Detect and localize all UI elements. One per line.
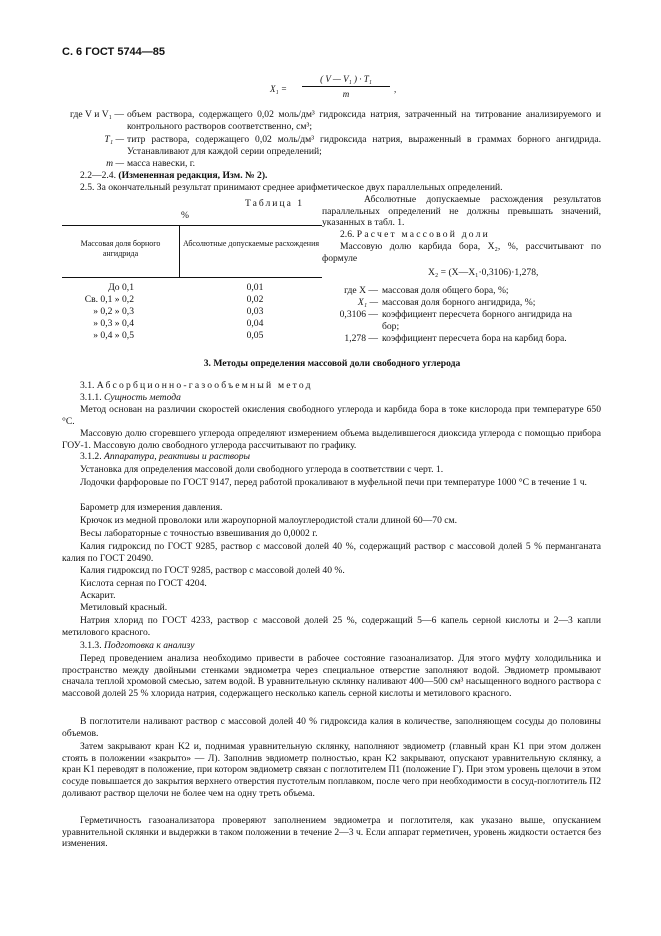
formula-x1 bbox=[270, 72, 470, 106]
para-title: Сущность метода bbox=[104, 392, 181, 403]
para-title: Расчет массовой доли bbox=[356, 229, 490, 240]
table-cell-value: 0,04 bbox=[246, 318, 264, 329]
table-cell-range: » 0,4 » 0,5 bbox=[93, 330, 134, 341]
abs-discrepancy-para: Абсолютные допускаемые расхождения результатов параллельных определений не должны превышать значений, указанных в табл. 1. bbox=[322, 194, 601, 229]
formula-lhs: X₁ = bbox=[270, 84, 287, 94]
def-term: X₁ — bbox=[357, 297, 378, 308]
para-num: 3.1.1. bbox=[80, 392, 102, 403]
para-num: 2.6. bbox=[340, 229, 355, 240]
paragraph: Затем закрывают кран K2 и, поднимая уравнительную склянку, наполняют эвдиометр (главный кран K1 при этом должен стоять в положении «закрыто» — Л). Заполнив эвдиометр полностью, кран K2 закрывают, опускают уравнительную склянку, а кран K1 переводят в положение, при котором эвдиометр связан с поглотителем П1 (положение Г). При этом уровень щелочи в этом сосуде повышается до закрытия верхнего отверстия пустотелым поплавком, после чего при необходимости в сосуд-поглотитель П2 доливают раствор щелочи не более чем на одну треть объема. bbox=[62, 741, 601, 799]
def-text: титр раствора, содержащего 0,02 моль/дм³ гидроксида натрия, выраженный в граммах борного ангидрида. Устанавливают для каждой серии определений; bbox=[127, 134, 601, 157]
table-rule-vertical bbox=[179, 225, 180, 277]
para-2-2 bbox=[80, 170, 600, 182]
list-item: Крючок из медной проволоки или жароупорной малоуглеродистой стали длиной 60—70 см. bbox=[80, 515, 457, 526]
para-num: 3.1.2. bbox=[80, 451, 102, 462]
section-3-1-2-heading bbox=[80, 451, 600, 463]
para-title: Абсорбционно-газообъемный метод bbox=[96, 380, 313, 391]
list-item: Весы лабораторные с точностью взвешивания до 0,0002 г. bbox=[80, 528, 318, 539]
def-text: объем раствора, содержащего 0,02 моль/дм³ гидроксида натрия, затраченный на титрование анализируемого и контрольного растворов соответственно, см³; bbox=[127, 109, 601, 132]
def-text: масса навески, г. bbox=[127, 158, 196, 169]
list-item: Лодочки фарфоровые по ГОСТ 9147, перед работой прокаливают в муфельной печи при температуре 1000 °С в течение 1 ч. bbox=[80, 477, 587, 488]
paragraph: Метод основан на различии скоростей окисления свободного углерода и карбида бора в токе кислорода при температуре 650 °С. bbox=[62, 404, 601, 427]
def-term: 1,278 — bbox=[344, 333, 378, 344]
def-term: m — bbox=[106, 158, 124, 169]
para-title: Подготовка к анализу bbox=[104, 640, 195, 651]
formula-comma: , bbox=[394, 84, 397, 94]
para-2-6-heading bbox=[340, 229, 602, 241]
table-cell-range: » 0,3 » 0,4 bbox=[93, 318, 134, 329]
list-item: Калия гидроксид по ГОСТ 9285, раствор с массовой долей 40 %. bbox=[80, 565, 345, 576]
paragraph: Перед проведением анализа необходимо привести в рабочее состояние газоанализатор. Для этого муфту холодильника и пространство между двойными стенками эвдиометра через специальное отверстие заполняют водой. Эвдиометр промывают сначала теплой хромовой смесью, затем водой. В уравнительную склянку наливают 400—500 см³ насыщенного водного раствора с массовой долей 25 % хлорида натрия, содержащего несколько капель серной кислоты и метилового красного. bbox=[62, 653, 601, 700]
def-text: массовая доля общего бора, %; bbox=[382, 285, 509, 296]
formula-denominator: m bbox=[342, 89, 350, 99]
table-cell-value: 0,02 bbox=[246, 294, 264, 305]
para-2-6-text: Массовую долю карбида бора, X₂, %, рассчитывают по формуле bbox=[322, 241, 601, 264]
formula-numerator: ( V — V₁ ) · T₁ bbox=[320, 74, 372, 84]
list-item: Кислота серная по ГОСТ 4204. bbox=[80, 578, 207, 589]
table-cell-range: » 0,2 » 0,3 bbox=[93, 306, 134, 317]
table-header-col2: Абсолютные допускаемые расхождения bbox=[182, 239, 320, 248]
para-num: 3.1.3. bbox=[80, 640, 102, 651]
list-item: Натрия хлорид по ГОСТ 4233, раствор с массовой долей 25 %, содержащий 5—6 капель серной кислоты и 2—3 капли метилового красного. bbox=[62, 615, 601, 638]
table-unit: % bbox=[181, 210, 189, 221]
section-3-1-heading bbox=[80, 380, 600, 392]
table-header-col1: Массовая доля борного ангидрида bbox=[80, 239, 161, 258]
fraction-bar bbox=[302, 86, 390, 87]
table-cell-range: Св. 0,1 » 0,2 bbox=[84, 294, 134, 305]
para-num: 2.2—2.4. bbox=[80, 170, 116, 181]
paragraph: В поглотители наливают раствор с массовой долей 40 % гидроксида калия в количестве, заполняющем сосуды до половины объемов. bbox=[62, 716, 601, 739]
def-text: коэффициент пересчета бора на карбид бора. bbox=[382, 333, 567, 344]
table-rule-top bbox=[62, 225, 322, 226]
formula-x2: X₂ = (X—X₁·0,3106)·1,278, bbox=[428, 267, 539, 278]
para-num: 3.1. bbox=[80, 380, 95, 391]
def-text: коэффициент пересчета борного ангидрида на бор; bbox=[382, 309, 572, 332]
table-cell-range: До 0,1 bbox=[108, 282, 134, 293]
list-item: Барометр для измерения давления. bbox=[80, 502, 223, 513]
page-header: С. 6 ГОСТ 5744—85 bbox=[62, 46, 166, 58]
table-title: Таблица 1 bbox=[245, 198, 305, 209]
section-3-1-3-heading bbox=[80, 640, 600, 652]
def-term: 0,3106 — bbox=[339, 309, 378, 320]
def-term: где X — bbox=[344, 285, 378, 296]
paragraph: Герметичность газоанализатора проверяют заполнением эвдиометра и поглотителя, как указано выше, опусканием уравнительной склянки и выдержки в таком положении в течение 2—3 ч. Если аппарат герметичен, уровень жидкости остается без изменения. bbox=[62, 815, 601, 850]
table-cell-value: 0,01 bbox=[246, 282, 264, 293]
para-2-5: 2.5. За окончательный результат принимают среднее арифметическое двух параллельных определений. bbox=[80, 182, 503, 193]
table-cell-value: 0,05 bbox=[246, 330, 264, 341]
list-item: Метиловый красный. bbox=[80, 602, 168, 613]
list-item: Установка для определения массовой доли свободного углерода в соответствии с черт. 1. bbox=[80, 464, 444, 475]
def-text: массовая доля борного ангидрида, %; bbox=[382, 297, 536, 308]
def-term: T₁ — bbox=[104, 134, 124, 145]
section-3-1-1-heading bbox=[80, 392, 600, 404]
def-term: где V и V₁ — bbox=[70, 109, 124, 120]
table-cell-value: 0,03 bbox=[246, 306, 264, 317]
para-title: Аппаратура, реактивы и растворы bbox=[104, 451, 251, 462]
table-rule-header bbox=[62, 277, 322, 278]
amendment-note: (Измененная редакция, Изм. № 2). bbox=[118, 170, 268, 181]
list-item: Калия гидроксид по ГОСТ 9285, раствор с массовой долей 40 %, содержащий раствор с массовой долей 5 % перманганата калия по ГОСТ 20490. bbox=[62, 541, 601, 564]
section-3-heading: 3. Методы определения массовой доли свободного углерода bbox=[203, 358, 461, 369]
list-item: Аскарит. bbox=[80, 590, 116, 601]
paragraph: Массовую долю сгоревшего углерода определяют измерением объема выделившегося диоксида углерода с помощью прибора ГОУ-1. Массовую долю свободного углерода рассчитывают по графику. bbox=[62, 428, 601, 451]
